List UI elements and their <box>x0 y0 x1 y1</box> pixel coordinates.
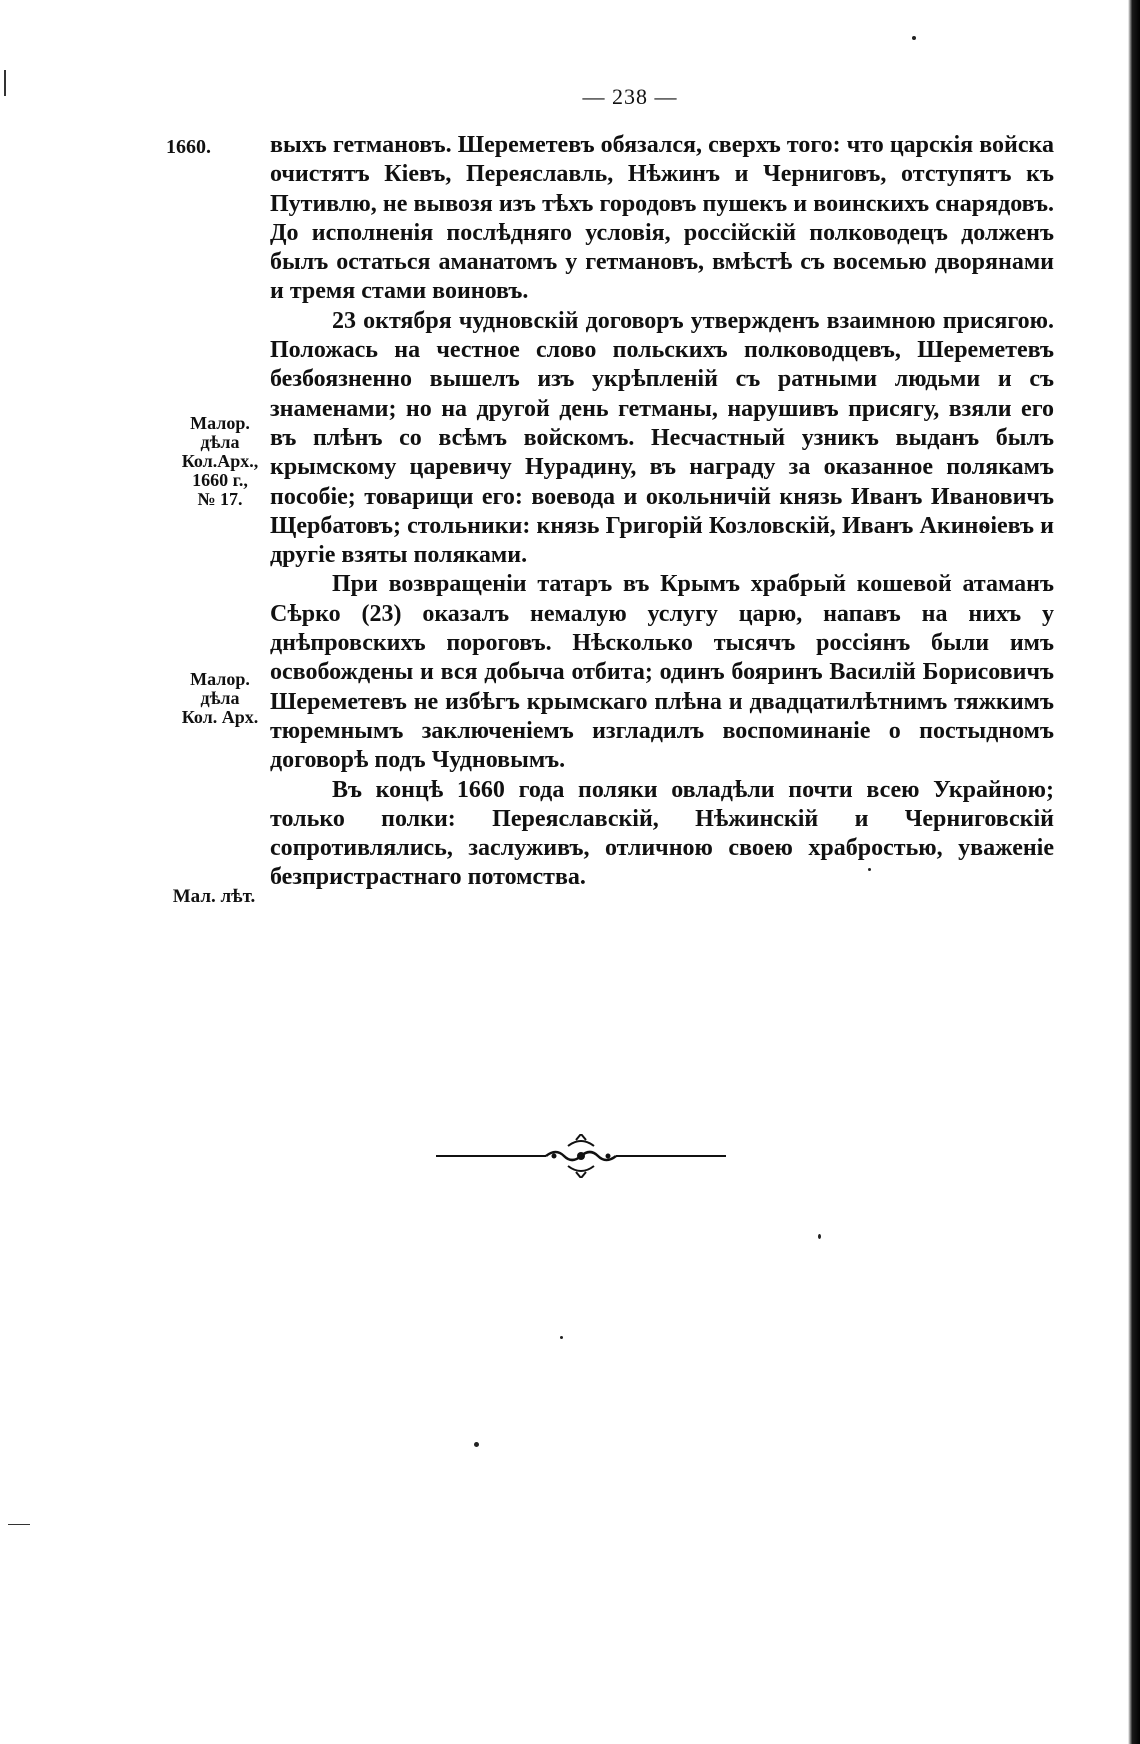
scan-speck <box>912 36 916 40</box>
margin-note-line: Кол.Арх., <box>181 451 259 471</box>
margin-note-source <box>172 670 268 727</box>
margin-note-line: 1660 г., <box>192 470 248 490</box>
fleuron-divider-icon <box>436 1134 726 1178</box>
margin-note-source <box>172 414 268 509</box>
margin-year: 1660. <box>166 136 211 158</box>
margin-note-line: № 17. <box>197 489 243 509</box>
paragraph: 23 октября чудновскій договоръ утвержденъ взаимною присягою. Положась на честное слово польскихъ полководцевъ, Шереметевъ безбоязненно вышелъ изъ укрѣпленій съ ратными людьми и съ знаменами; но на другой день гетманы, нарушивъ присягу, взяли его въ плѣнъ со всѣмъ войскомъ. Несчастный узникъ выданъ былъ крымскому царевичу Нурадину, въ награду за оказанное полякамъ пособіе; товарищи его: воевода и окольничій князь Иванъ Ивановичъ Щербатовъ; стольники: князь Григорій Козловскій, Иванъ Акинѳіевъ и другіе взяты поляками. <box>270 307 1054 569</box>
margin-note-line: Мал. лѣт. <box>172 886 256 907</box>
scan-speck <box>818 1234 821 1239</box>
paragraph: Въ концѣ 1660 года поляки овладѣли почти всею Украйною; только полки: Переяславскій, Нѣжинскій и Черниговскій сопротивлялись, заслуживъ, отличною своею храбростью, уваженіе безпристрастнаго потомства. <box>270 776 1054 891</box>
scan-speck <box>868 868 871 871</box>
scan-speck <box>560 1336 563 1339</box>
margin-note-line: Кол. Арх. <box>181 707 259 727</box>
main-text <box>270 131 1054 893</box>
page-edge-shadow <box>1128 0 1140 1744</box>
scan-mark <box>8 1524 30 1525</box>
scan-speck <box>474 1442 479 1447</box>
scan-mark <box>4 70 6 96</box>
margin-note-line: Малор. <box>190 669 250 689</box>
paragraph: При возвращеніи татаръ въ Крымъ храбрый кошевой атаманъ Сѣрко (23) оказалъ немалую услугу царю, напавъ на нихъ у днѣпровскихъ пороговъ. Нѣсколько тысячъ россіянъ были имъ освобождены и вся добыча отбита; одинъ бояринъ Василій Борисовичъ Шереметевъ не избѣгъ крымскаго плѣна и двадцатилѣтнимъ тяжкимъ тюремнымъ заключеніемъ изгладилъ воспоминаніе о постыдномъ договорѣ подъ Чудновымъ. <box>270 571 1054 774</box>
paragraph-continuation: выхъ гетмановъ. Шереметевъ обязался, сверхъ того: что царскія войска очистятъ Кіевъ, Переяславль, Нѣжинъ и Черниговъ, отступятъ къ Путивлю, не вывозя изъ тѣхъ городовъ пушекъ и воинскихъ снарядовъ. До исполненія послѣдняго условія, россійскій полководецъ долженъ былъ остаться аманатомъ у гетмановъ, вмѣстѣ съ восемью дворянами и тремя стами воиновъ. <box>270 132 1054 305</box>
margin-note-source <box>158 887 270 906</box>
margin-note-line: Малор. <box>190 413 250 433</box>
page-number: — 238 — <box>582 84 678 109</box>
margin-note-line: дѣла <box>200 432 240 452</box>
margin-note-line: дѣла <box>200 688 240 708</box>
